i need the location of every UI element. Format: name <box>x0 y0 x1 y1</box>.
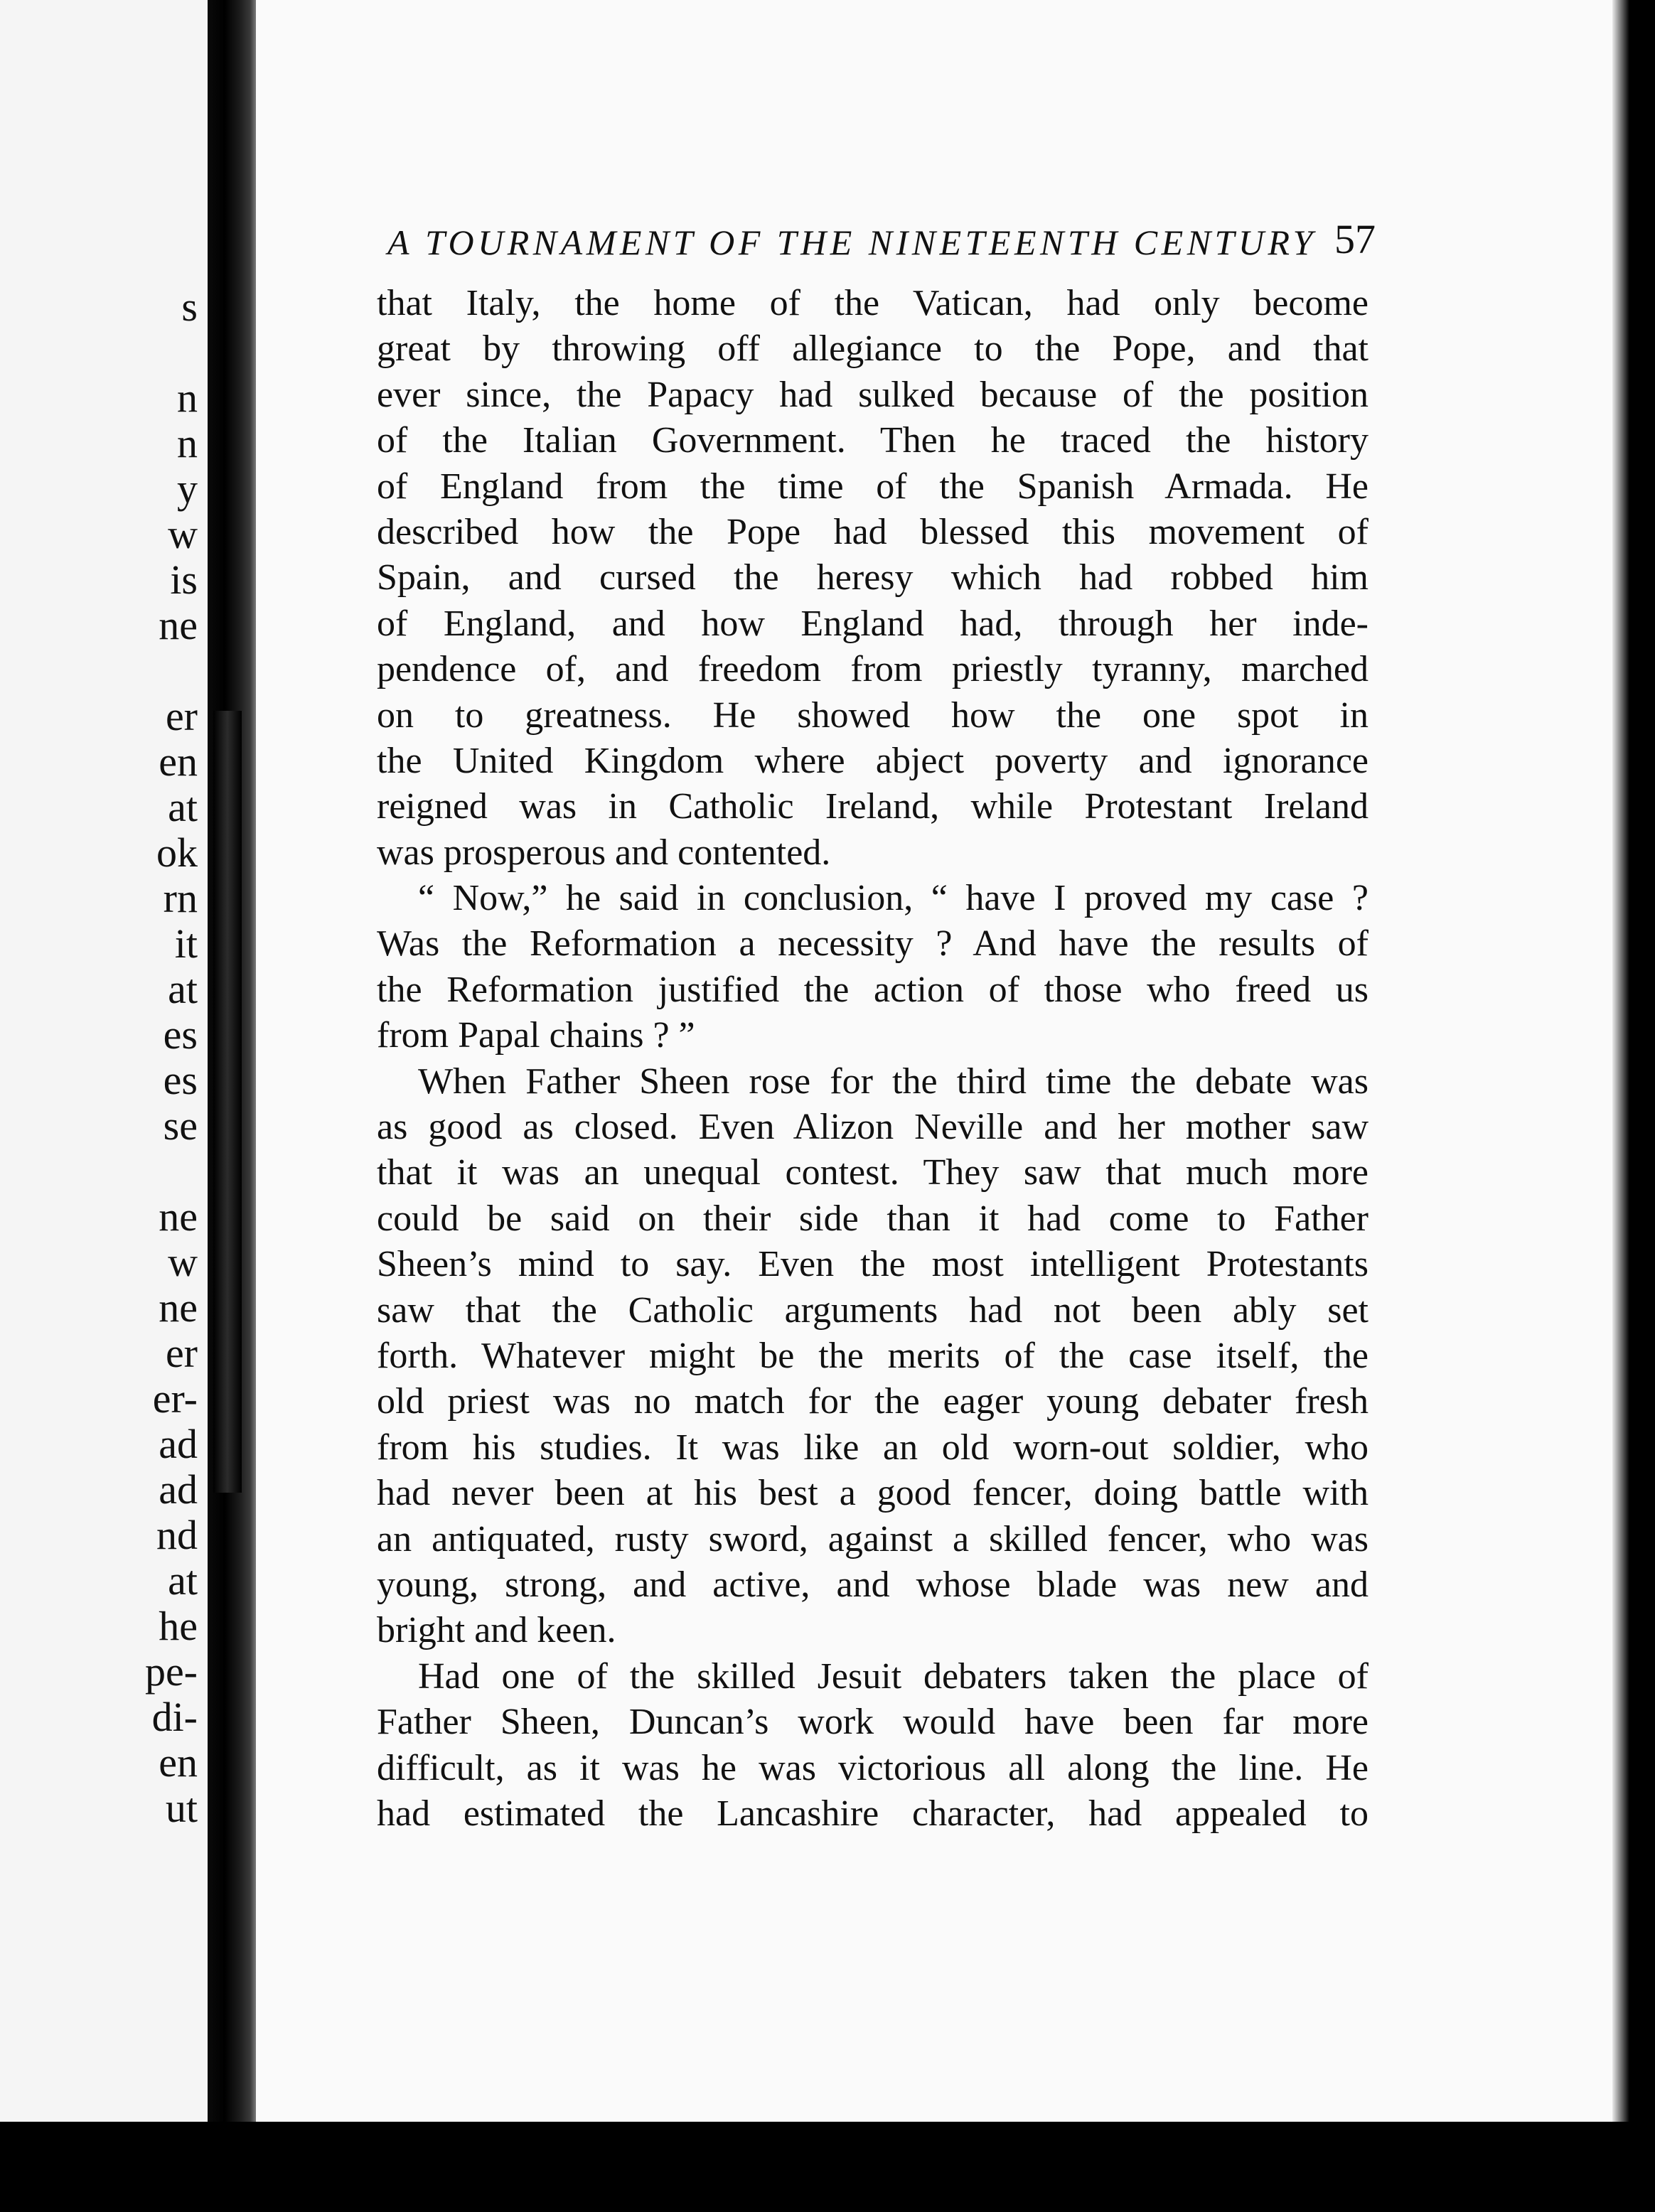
facing-page-text-fragment: ut <box>165 1785 198 1831</box>
facing-page-text-fragment: it <box>174 920 198 967</box>
facing-page-text-fragment: n <box>177 375 198 421</box>
scan-border <box>0 2122 1655 2212</box>
facing-page-text-fragment: es <box>163 1057 198 1103</box>
text-line: had never been at his best a good fencer, doing battle with <box>377 1473 1369 1514</box>
facing-page-text-fragment: y <box>177 466 198 512</box>
facing-page-text-fragment: at <box>168 966 198 1012</box>
facing-page-text-fragment: w <box>168 1239 198 1285</box>
text-line: ever since, the Papacy had sulked because of the position <box>377 374 1369 415</box>
text-line: the Reformation justified the action of those who freed us <box>377 969 1369 1010</box>
text-line: Had one of the skilled Jesuit debaters taken the place of <box>418 1655 1369 1697</box>
text-line: on to greatness. He showed how the one spot in <box>377 694 1369 736</box>
facing-page-text-fragment: ne <box>159 1193 198 1240</box>
running-head <box>387 206 1376 263</box>
facing-page-text-fragment: es <box>163 1011 198 1058</box>
facing-page-text-fragment: at <box>168 784 198 830</box>
facing-page-text-fragment: ad <box>159 1466 198 1513</box>
text-line: difficult, as it was he was victorious all along the line. He <box>377 1747 1369 1788</box>
facing-page-fragment <box>0 0 208 2212</box>
facing-page-text-fragment: se <box>163 1102 198 1149</box>
facing-page-text-fragment: ad <box>159 1421 198 1467</box>
facing-page-text-fragment: en <box>159 1739 198 1786</box>
running-title: A TOURNAMENT OF THE NINETEENTH CENTURY <box>387 222 1317 262</box>
facing-page-text-fragment: er <box>165 1330 198 1376</box>
gutter-shadow <box>213 711 242 1493</box>
facing-page-text-fragment: n <box>177 420 198 466</box>
page-edge <box>1612 0 1655 2212</box>
text-line: Was the Reformation a necessity ? And have the results of <box>377 923 1369 965</box>
facing-page-text-fragment: is <box>170 557 198 603</box>
text-line: of England, and how England had, through her inde- <box>377 603 1369 644</box>
text-line: old priest was no match for the eager young debater fresh <box>377 1381 1369 1422</box>
facing-page-text-fragment: ok <box>156 830 198 876</box>
text-line: reigned was in Catholic Ireland, while Protestant Ireland <box>377 786 1369 827</box>
facing-page-text-fragment: er <box>165 693 198 739</box>
text-line: Sheen’s mind to say. Even the most intelligent Protestants <box>377 1244 1369 1285</box>
facing-page-text-fragment: ne <box>159 602 198 648</box>
text-line: an antiquated, rusty sword, against a skilled fencer, who was <box>377 1518 1369 1559</box>
facing-page-text-fragment: he <box>159 1603 198 1649</box>
facing-page-text-fragment: rn <box>163 875 198 921</box>
facing-page-text-fragment: en <box>159 739 198 785</box>
facing-page-text-fragment: s <box>181 284 198 330</box>
facing-page-text-fragment: nd <box>156 1512 198 1558</box>
text-line: saw that the Catholic arguments had not been ably set <box>377 1289 1369 1331</box>
text-line: as good as closed. Even Alizon Neville and her mother saw <box>377 1107 1369 1148</box>
text-line: bright and keen. <box>377 1610 616 1651</box>
text-line: could be said on their side than it had come to Father <box>377 1198 1369 1239</box>
facing-page-text-fragment: er- <box>152 1375 198 1422</box>
text-line: the United Kingdom where abject poverty and ignorance <box>377 740 1369 781</box>
facing-page-text-fragment: at <box>168 1557 198 1604</box>
text-line: young, strong, and active, and whose blade was new and <box>377 1564 1369 1605</box>
text-line: from Papal chains ? ” <box>377 1015 695 1056</box>
text-line: great by throwing off allegiance to the Pope, and that <box>377 328 1369 370</box>
text-line: “ Now,” he said in conclusion, “ have I proved my case ? <box>418 878 1369 919</box>
text-line: forth. Whatever might be the merits of the case itself, the <box>377 1335 1369 1376</box>
text-line: Spain, and cursed the heresy which had robbed him <box>377 557 1369 598</box>
page-number: 57 <box>1334 216 1376 262</box>
text-line: had estimated the Lancashire character, had appealed to <box>377 1793 1369 1834</box>
text-line: was prosperous and contented. <box>377 832 831 873</box>
body-text <box>377 281 1369 1837</box>
text-line: described how the Pope had blessed this movement of <box>377 511 1369 552</box>
text-line: Father Sheen, Duncan’s work would have been far more <box>377 1702 1369 1743</box>
text-line: of the Italian Government. Then he traced the history <box>377 420 1369 461</box>
text-line: that Italy, the home of the Vatican, had only become <box>377 283 1369 323</box>
text-line: pendence of, and freedom from priestly tyranny, marched <box>377 649 1369 690</box>
text-line: that it was an unequal contest. They saw that much more <box>377 1152 1369 1193</box>
text-line: When Father Sheen rose for the third time the debate was <box>418 1061 1369 1102</box>
facing-page-text-fragment: pe- <box>144 1648 198 1695</box>
facing-page-text-fragment: w <box>168 511 198 557</box>
facing-page-text-fragment: ne <box>159 1284 198 1331</box>
text-line: of England from the time of the Spanish Armada. He <box>377 466 1369 507</box>
facing-page-text-fragment: di- <box>151 1694 198 1740</box>
text-line: from his studies. It was like an old worn-out soldier, who <box>377 1427 1369 1468</box>
